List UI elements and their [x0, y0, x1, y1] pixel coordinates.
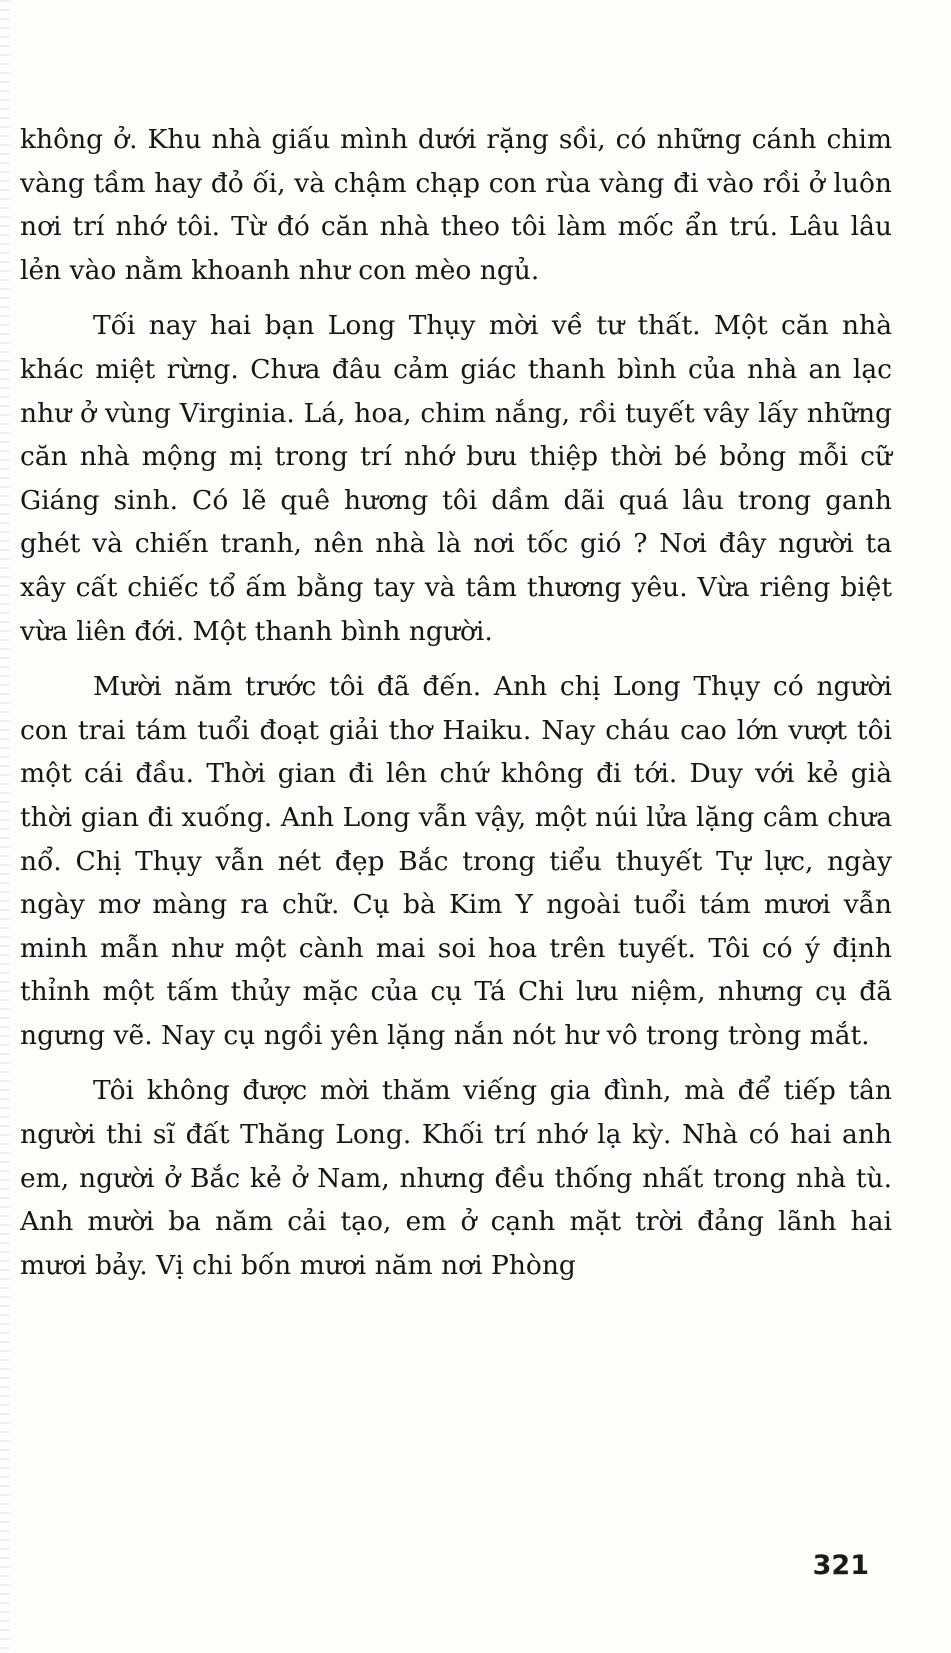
- scan-edge: [0, 0, 10, 1653]
- body-text: [20, 118, 892, 1299]
- paragraph-1: không ở. Khu nhà giấu mình dưới rặng sồi, có những cánh chim vàng tầm hay đỏ ối, và chậm chạp con rùa vàng đi vào rồi ở luôn nơi trí nhớ tôi. Từ đó căn nhà theo tôi làm mốc ẩn trú. Lâu lâu lẻn vào nằm khoanh như con mèo ngủ.: [20, 124, 892, 286]
- page-number: 321: [812, 1550, 869, 1581]
- paragraph-2: Tối nay hai bạn Long Thụy mời về tư thất. Một căn nhà khác miệt rừng. Chưa đâu cảm giác thanh bình của nhà an lạc như ở vùng Virginia. Lá, hoa, chim nắng, rồi tuyết vây lấy những căn nhà mộng mị trong trí nhớ bưu thiệp thời bé bỏng mỗi cữ Giáng sinh. Có lẽ quê hương tôi dầm dãi quá lâu trong ganh ghét và chiến tranh, nên nhà là nơi tốc gió ? Nơi đây người ta xây cất chiếc tổ ấm bằng tay và tâm thương yêu. Vừa riêng biệt vừa liên đới. Một thanh bình người.: [20, 310, 892, 647]
- paragraph-4: Tôi không được mời thăm viếng gia đình, mà để tiếp tân người thi sĩ đất Thăng Long. Khối trí nhớ lạ kỳ. Nhà có hai anh em, người ở Bắc kẻ ở Nam, nhưng đều thống nhất trong nhà tù. Anh mười ba năm cải tạo, em ở cạnh mặt trời đảng lãnh hai mươi bảy. Vị chi bốn mươi năm nơi Phòng: [20, 1075, 892, 1281]
- paragraph-3: Mười năm trước tôi đã đến. Anh chị Long Thụy có người con trai tám tuổi đoạt giải thơ Haiku. Nay cháu cao lớn vượt tôi một cái đầu. Thời gian đi lên chứ không đi tới. Duy với kẻ già thời gian đi xuống. Anh Long vẫn vậy, một núi lửa lặng câm chưa nổ. Chị Thụy vẫn nét đẹp Bắc trong tiểu thuyết Tự lực, ngày ngày mơ màng ra chữ. Cụ bà Kim Y ngoài tuổi tám mươi vẫn minh mẫn như một cành mai soi hoa trên tuyết. Tôi có ý định thỉnh một tấm thủy mặc của cụ Tá Chi lưu niệm, nhưng cụ đã ngưng vẽ. Nay cụ ngồi yên lặng nắn nót hư vô trong tròng mắt.: [20, 671, 892, 1051]
